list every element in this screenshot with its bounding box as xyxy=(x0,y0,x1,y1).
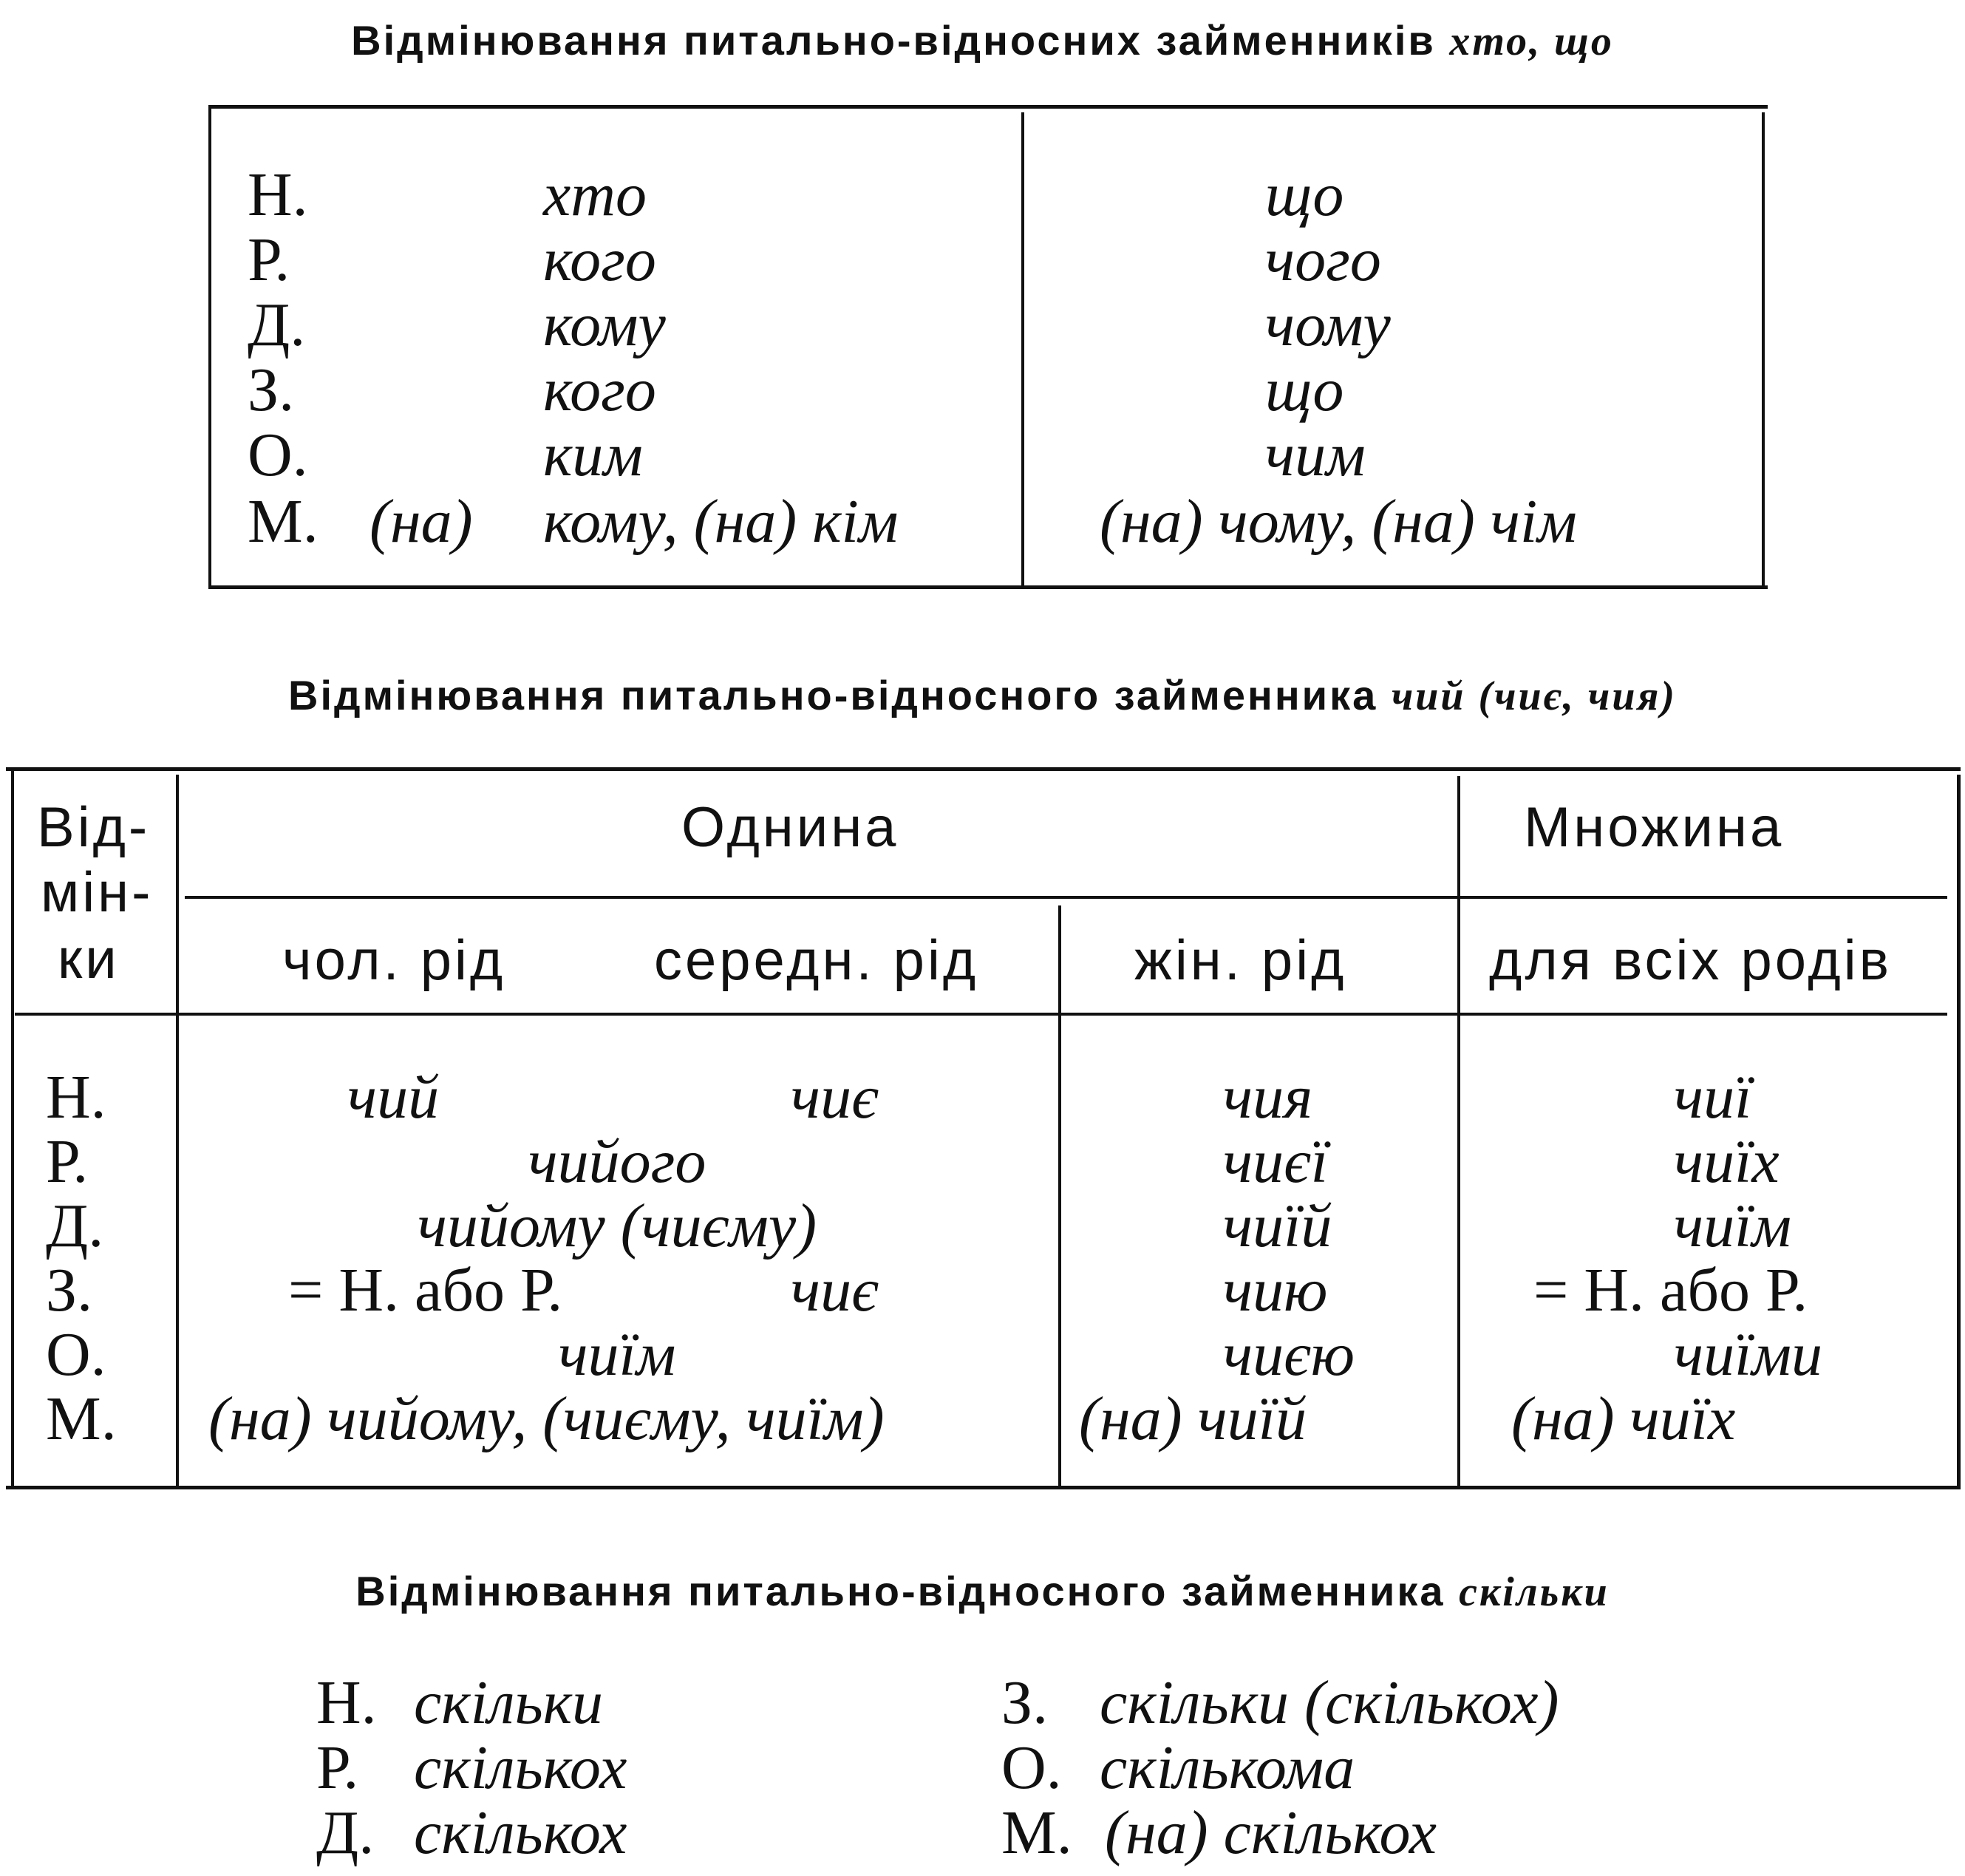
t1-col1-3: кого xyxy=(543,356,656,424)
s3-right-form-1: скількома xyxy=(1100,1733,1355,1802)
t1-col2-2: чому xyxy=(1265,290,1391,359)
t1-col2-3: що xyxy=(1265,356,1344,424)
table1-mid-divider xyxy=(1021,112,1024,585)
table2-header-bottom-line xyxy=(15,1013,1947,1016)
table1-right-border xyxy=(1762,112,1765,589)
t1-col1-5: кому, (на) кім xyxy=(543,487,899,556)
t2-mn-2: чийому (чиєму) xyxy=(417,1192,817,1260)
t2-masc-0: чий xyxy=(347,1063,440,1132)
t2-all-header: для всіх родів xyxy=(1489,929,1892,992)
s3-left-case-1: Р. xyxy=(316,1733,359,1802)
table2-left-border xyxy=(11,769,14,1487)
t1-col1-0: хто xyxy=(543,160,647,229)
t1-col2-0: що xyxy=(1265,160,1344,229)
t1-case-3: З. xyxy=(248,356,295,424)
section1-title-words: хто, що xyxy=(1449,18,1614,64)
s3-right-case-0: З. xyxy=(1001,1668,1049,1737)
section1-title-text: Відмінювання питально-відносних займенників xyxy=(351,17,1436,64)
t2-cases-header-1: мін- xyxy=(41,861,154,924)
t1-case-5: М. xyxy=(248,487,319,556)
t1-case-0: Н. xyxy=(248,160,308,229)
s3-left-form-1: скількох xyxy=(414,1733,627,1802)
t2-pl-0: чиї xyxy=(1674,1063,1752,1132)
t2-pl-5: (на) чиїх xyxy=(1511,1384,1736,1453)
t2-masc-3: = Н. або Р. xyxy=(288,1256,563,1325)
table2-plural-divider xyxy=(1457,776,1460,1486)
s3-left-case-0: Н. xyxy=(316,1668,377,1737)
table1-bottom-border xyxy=(208,585,1768,589)
t2-case-2: Д. xyxy=(46,1192,104,1260)
section3-title-text: Відмінювання питально-відносного займенника xyxy=(355,1568,1445,1614)
t2-pl-3: = Н. або Р. xyxy=(1533,1256,1808,1325)
t2-neut-0: чиє xyxy=(791,1063,879,1132)
t1-col2-5: (на) чому, (на) чім xyxy=(1100,487,1577,556)
t2-mn-4: чиїм xyxy=(558,1320,676,1389)
t2-pl-4: чиїми xyxy=(1674,1320,1823,1389)
t2-cases-header-0: Від- xyxy=(37,796,151,859)
t1-col2-1: чого xyxy=(1265,225,1381,294)
table2-top-border xyxy=(6,767,1961,771)
t2-cases-header-2: ки xyxy=(58,928,120,990)
t2-fem-4: чиєю xyxy=(1223,1320,1355,1389)
section1-title xyxy=(0,16,1965,65)
s3-right-case-1: О. xyxy=(1001,1733,1062,1802)
t1-prefix-5: (на) xyxy=(369,487,473,556)
t2-mn-1: чийого xyxy=(528,1127,706,1196)
t2-fem-3: чию xyxy=(1223,1256,1328,1325)
t1-case-2: Д. xyxy=(248,290,306,359)
t2-plural-header: Множина xyxy=(1524,796,1785,859)
t2-case-3: З. xyxy=(46,1256,93,1325)
t2-fem-5: (на) чиїй xyxy=(1079,1384,1307,1453)
section3-title-words: скільки xyxy=(1459,1569,1610,1615)
t2-fem-2: чиїй xyxy=(1223,1192,1332,1260)
s3-right-case-2: М. xyxy=(1001,1798,1072,1867)
table2-header-sub-line xyxy=(185,896,1947,899)
t1-case-1: Р. xyxy=(248,225,290,294)
t2-mn-5: (на) чийому, (чиєму, чиїм) xyxy=(208,1384,885,1453)
section2-title-text: Відмінювання питально-відносного займенника xyxy=(288,672,1378,718)
t2-singular-header: Однина xyxy=(681,796,899,859)
section2-title-words: чий (чиє, чия) xyxy=(1391,673,1677,719)
section2-title xyxy=(0,671,1965,720)
t1-col1-2: кому xyxy=(543,290,666,359)
t2-fem-1: чиєї xyxy=(1223,1127,1329,1196)
t2-neut-3: чиє xyxy=(791,1256,879,1325)
table2-right-border xyxy=(1957,775,1961,1488)
s3-right-form-0: скільки (скількох) xyxy=(1100,1668,1559,1737)
t2-case-0: Н. xyxy=(46,1063,106,1132)
t2-fem-header: жін. рід xyxy=(1134,929,1347,992)
t1-col2-4: чим xyxy=(1265,421,1366,489)
s3-right-form-2: (на) скількох xyxy=(1105,1798,1437,1867)
t2-masc-header: чол. рід xyxy=(282,929,506,992)
t1-col1-1: кого xyxy=(543,225,656,294)
table1-top-border xyxy=(208,105,1768,109)
table1-left-border xyxy=(208,105,211,589)
t2-case-1: Р. xyxy=(46,1127,89,1196)
table2-fem-divider xyxy=(1058,905,1061,1486)
t1-col1-4: ким xyxy=(543,421,643,489)
t2-fem-0: чия xyxy=(1223,1063,1313,1132)
s3-left-form-0: скільки xyxy=(414,1668,604,1737)
table2-bottom-border xyxy=(6,1486,1961,1489)
t2-pl-1: чиїх xyxy=(1674,1127,1780,1196)
t2-pl-2: чиїм xyxy=(1674,1192,1792,1260)
section3-title xyxy=(0,1567,1965,1616)
t2-case-4: О. xyxy=(46,1320,106,1389)
s3-left-form-2: скількох xyxy=(414,1798,627,1867)
s3-left-case-2: Д. xyxy=(316,1798,375,1867)
t1-case-4: О. xyxy=(248,421,308,489)
t2-case-5: М. xyxy=(46,1384,117,1453)
t2-neut-header: середн. рід xyxy=(654,929,979,992)
